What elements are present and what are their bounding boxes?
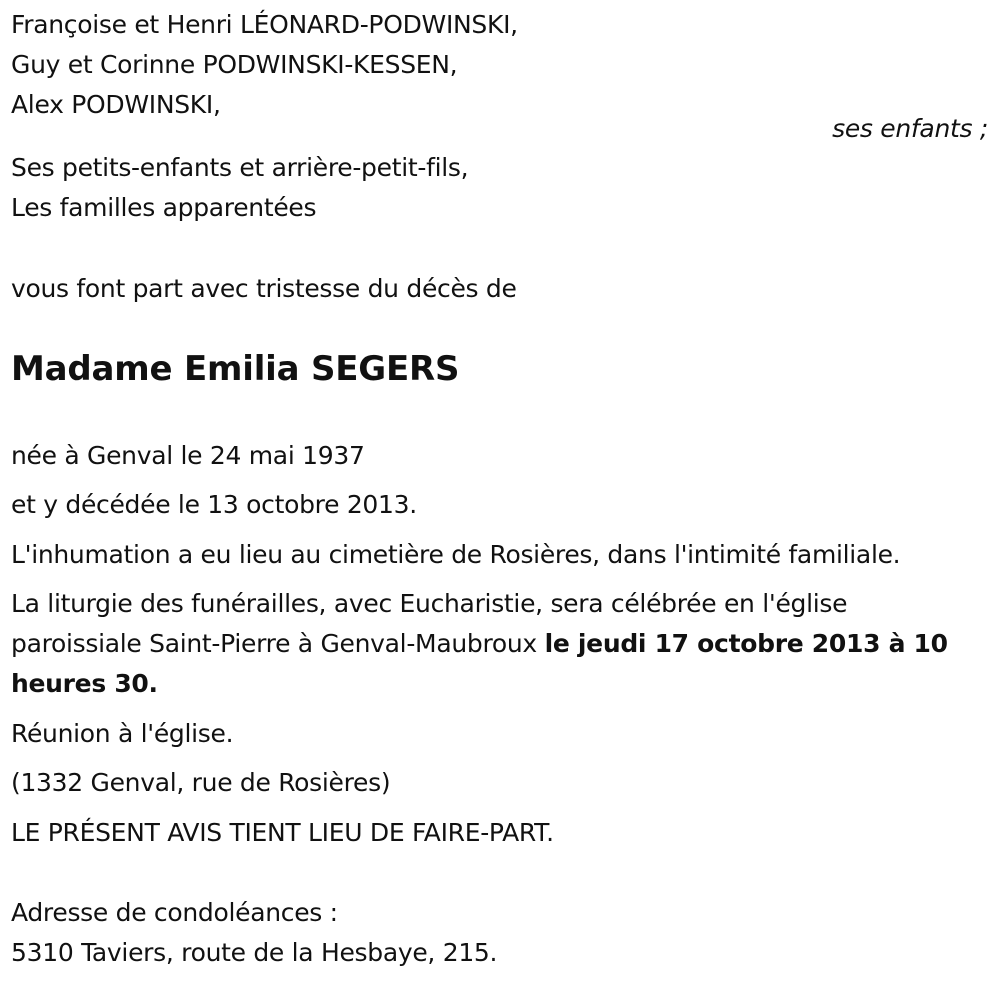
liturgy-date: le jeudi 17 octobre 2013 à 10 — [544, 629, 948, 658]
birth-info: née à Genval le 24 mai 1937 — [11, 441, 365, 470]
liturgy-line-2 — [11, 629, 948, 659]
family-line-2: Guy et Corinne PODWINSKI-KESSEN, — [11, 50, 458, 79]
death-info: et y décédée le 13 octobre 2013. — [11, 490, 417, 519]
deceased-name: Madame Emilia SEGERS — [11, 349, 460, 389]
notice-statement: LE PRÉSENT AVIS TIENT LIEU DE FAIRE-PART. — [11, 818, 554, 847]
family-line-1: Françoise et Henri LÉONARD-PODWINSKI, — [11, 10, 518, 39]
relatives-line-1: Ses petits-enfants et arrière-petit-fils, — [11, 153, 469, 182]
church-address: (1332 Genval, rue de Rosières) — [11, 768, 391, 797]
liturgy-place: paroissiale Saint-Pierre à Genval-Maubroux — [11, 629, 545, 658]
liturgy-line-1: La liturgie des funérailles, avec Eucharistie, sera célébrée en l'église — [11, 589, 848, 618]
meeting-info: Réunion à l'église. — [11, 719, 234, 748]
liturgy-time: heures 30. — [11, 669, 158, 698]
burial-info: L'inhumation a eu lieu au cimetière de Rosières, dans l'intimité familiale. — [11, 540, 901, 569]
condolences-label: Adresse de condoléances : — [11, 898, 338, 927]
family-role: ses enfants ; — [832, 114, 988, 143]
condolences-address: 5310 Taviers, route de la Hesbaye, 215. — [11, 938, 498, 967]
relatives-line-2: Les familles apparentées — [11, 193, 317, 222]
family-line-3: Alex PODWINSKI, — [11, 90, 221, 119]
announcement: vous font part avec tristesse du décès de — [11, 274, 517, 303]
